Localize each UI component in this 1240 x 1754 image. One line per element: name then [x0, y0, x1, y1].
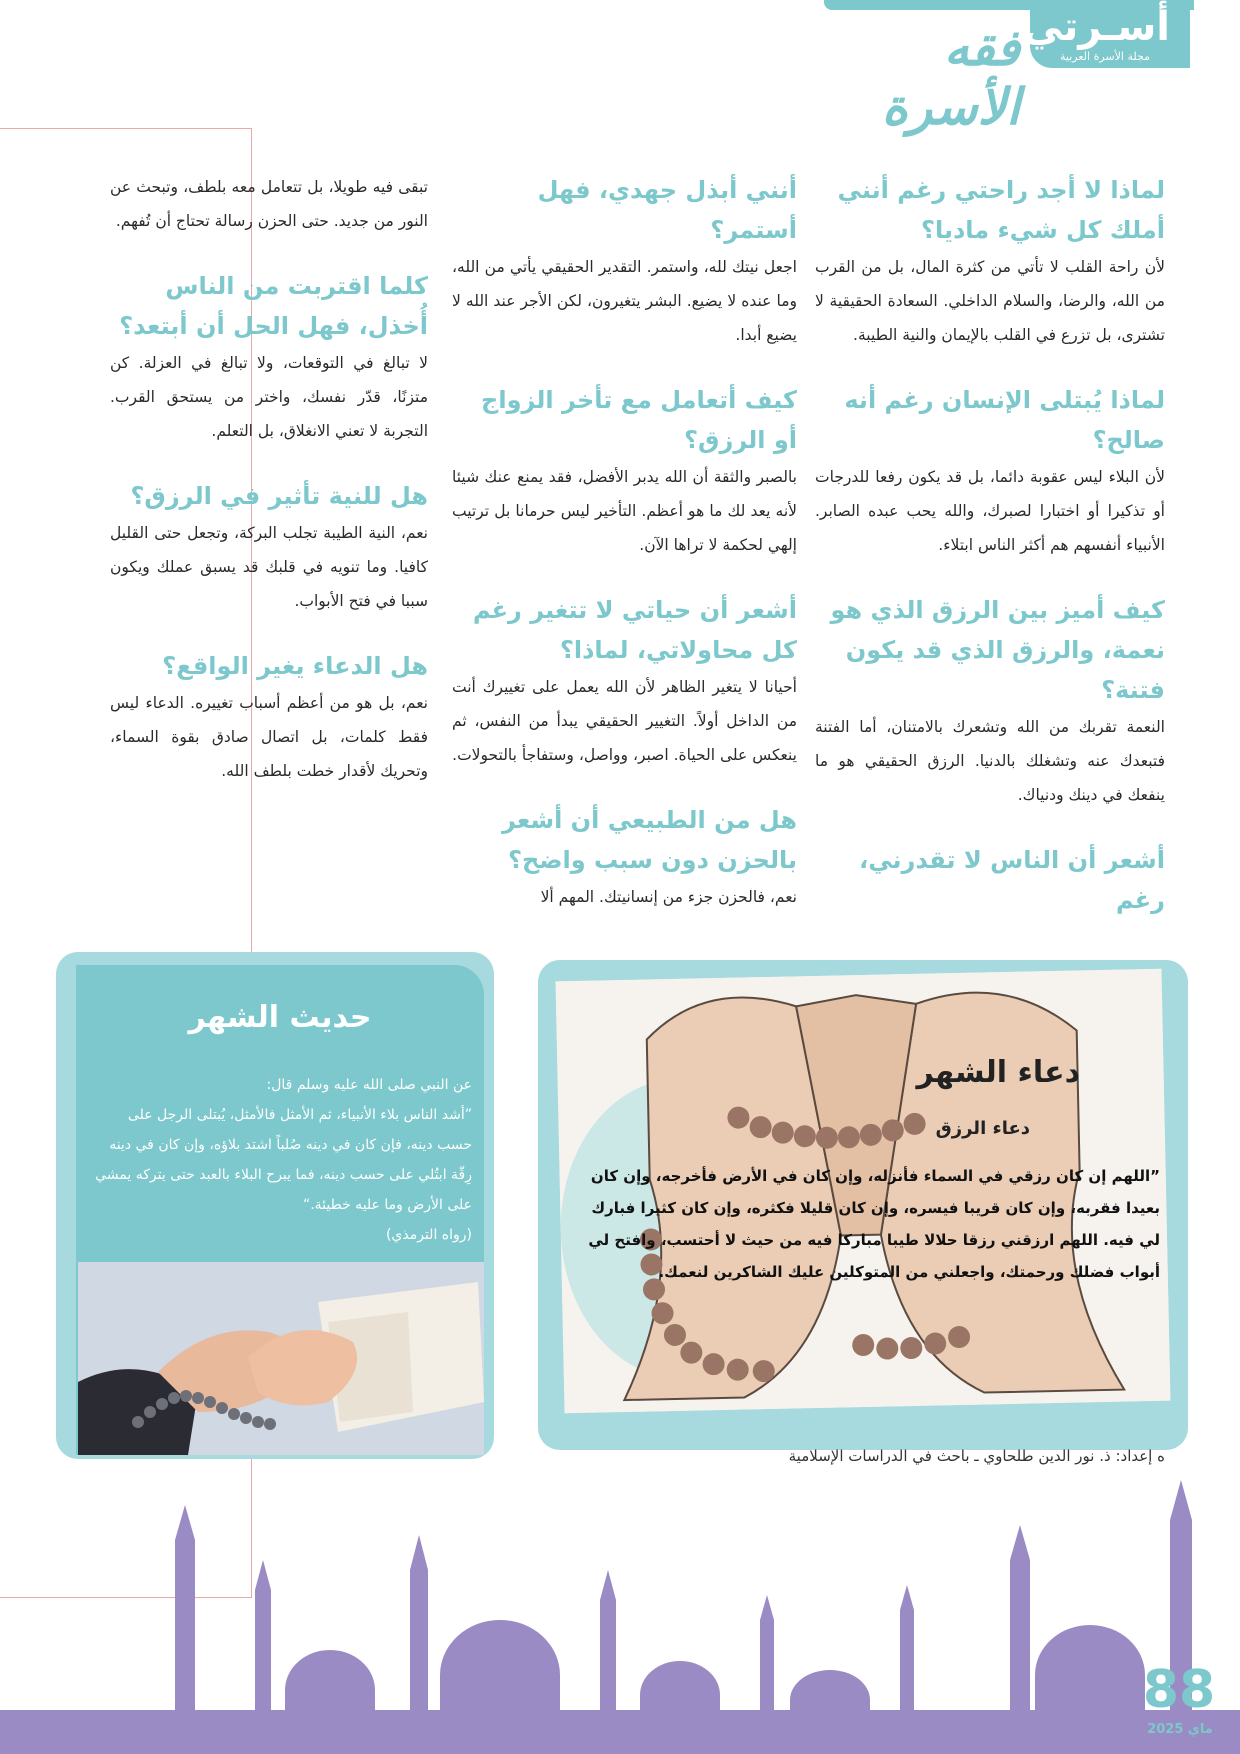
article-column-1	[815, 170, 1165, 920]
hadith-source: (رواه الترمذي)	[385, 1227, 472, 1243]
answer-text: نعم، النية الطيبة تجلب البركة، وتجعل حتى القليل كافيا. وما تنويه في قلبك قد يسبق عملك ويكون سببا في فتح الأبواب.	[110, 524, 428, 610]
frame-line-top	[0, 128, 252, 129]
dua-title: دعاء الشهر	[916, 1055, 1080, 1090]
question-heading: هل للنية تأثير في الرزق؟	[130, 482, 428, 510]
logo-text: أسـرتي	[1022, 4, 1170, 50]
hadith-body: ”أشد الناس بلاء الأنبياء، ثم الأمثل فالأمثل، يُبتلى الرجل على حسب دينه، فإن كان في دينه صُلباً اشتد بلاؤه، وإن كان في دينه رِقّة ابتُلي على حسب دينه، فما يبرح البلاء بالعبد حتى يتركه يمشي على الأرض وما عليه خطيئة.“	[95, 1107, 472, 1213]
section-title: فقه الأسرة	[881, 18, 1020, 136]
credit-bullet: ه	[1157, 1447, 1165, 1465]
answer-text: تبقى فيه طويلا، بل تتعامل معه بلطف، وتبحث عن النور من جديد. حتى الحزن رسالة تحتاج أن تُفهم.	[110, 178, 428, 230]
page-number: 88	[1142, 1660, 1216, 1720]
question-heading: هل الدعاء يغير الواقع؟	[162, 652, 428, 680]
answer-text: النعمة تقربك من الله وتشعرك بالامتنان، أما الفتنة فتبعدك عنه وتشغلك بالدنيا. الرزق الحقيقي هو ما ينفعك في دينك ودنياك.	[815, 718, 1165, 804]
question-heading: هل من الطبيعي أن أشعر بالحزن دون سبب واضح؟	[502, 806, 797, 874]
issue-date: ماي 2025	[1147, 1722, 1213, 1737]
question-heading: أشعر أن حياتي لا تتغير رغم كل محاولاتي، لماذا؟	[472, 596, 797, 664]
question-heading: كيف أميز بين الرزق الذي هو نعمة، والرزق الذي قد يكون فتنة؟	[830, 596, 1165, 704]
mosque-skyline-decoration	[0, 1480, 1240, 1754]
answer-text: لا تبالغ في التوقعات، ولا تبالغ في العزلة. كن متزنًا، قدّر نفسك، واختر من يستحق القرب. التجربة لا تعني الانغلاق، بل التعلم.	[110, 354, 428, 440]
question-heading: أنني أبذل جهدي، فهل أستمر؟	[537, 176, 797, 244]
answer-text: أحيانا لا يتغير الظاهر لأن الله يعمل على تغييرك أنت من الداخل أولاً. التغيير الحقيقي يبدأ من النفس، ثم ينعكس على الحياة. اصبر، وواصل، وستفاجأ بالتحولات.	[452, 678, 797, 764]
hadith-intro: عن النبي صلى الله عليه وسلم قال:	[266, 1077, 472, 1093]
question-heading: كيف أتعامل مع تأخر الزواج أو الرزق؟	[481, 386, 797, 454]
answer-text: اجعل نيتك لله، واستمر. التقدير الحقيقي يأتي من الله، وما عنده لا يضيع. البشر يتغيرون، لكن الأجر عند الله لا يضيع أبدا.	[452, 258, 797, 344]
question-heading: لماذا يُبتلى الإنسان رغم أنه صالح؟	[844, 386, 1165, 454]
question-heading: كلما اقتربت من الناس أُخذل، فهل الحل أن أبتعد؟	[119, 272, 428, 340]
answer-text: بالصبر والثقة أن الله يدبر الأفضل، فقد يمنع عنك شيئا لأنه يعد لك ما هو أعظم. التأخير ليس حرمانا بل ترتيب إلهي لحكمة لا تراها الآن.	[452, 468, 797, 554]
author-credit-text: إعداد: ذ. نور الدين طلحاوي ـ باحث في الدراسات الإسلامية	[788, 1447, 1153, 1465]
answer-text: لأن راحة القلب لا تأتي من كثرة المال، بل من القرب من الله، والرضا، والسلام الداخلي. السعادة الحقيقية لا تشترى، بل تزرع في القلب بالإيمان والنية الطيبة.	[815, 258, 1165, 344]
answer-text: نعم، بل هو من أعظم أسباب تغييره. الدعاء ليس فقط كلمات، بل اتصال صادق بقوة السماء، وتحريك لأقدار خطت بلطف الله.	[110, 694, 428, 780]
hadith-text	[92, 1070, 472, 1250]
dua-text: ”اللهم إن كان رزقي في السماء فأنزله، وإن كان في الأرض فأخرجه، وإن كان بعيدا فقربه، وإن كان قريبا فيسره، وإن كان قليلا فكثره، وإن كان كثيرا فبارك لي فيه. اللهم ارزقني رزقا حلالا طيبا مباركا فيه من حيث لا أحتسب، وافتح لي أبواب فضلك ورحمتك، واجعلني من المتوكلين عليك الشاكرين لنعمك.	[588, 1167, 1160, 1281]
answer-text: لأن البلاء ليس عقوبة دائما، بل قد يكون رفعا للدرجات أو تذكيرا أو اختبارا لصبرك، والله يحب عبده الصابر. الأنبياء أنفسهم هم أكثر الناس ابتلاء.	[815, 468, 1165, 554]
praying-hands-photo	[78, 1262, 484, 1455]
article-column-3	[110, 170, 428, 816]
author-credit	[560, 1447, 1165, 1465]
question-heading: لماذا لا أجد راحتي رغم أنني أملك كل شيء ماديا؟	[837, 176, 1165, 244]
logo-subtitle: مجلة الأسرة العربية	[1060, 50, 1150, 63]
hadith-title: حديث الشهر	[188, 1000, 372, 1035]
dua-subtitle: دعاء الرزق	[935, 1118, 1030, 1139]
article-column-2	[452, 170, 797, 942]
question-heading: أشعر أن الناس لا تقدرني، رغم	[859, 846, 1165, 914]
answer-text: نعم، فالحزن جزء من إنسانيتك. المهم ألا	[540, 888, 797, 906]
